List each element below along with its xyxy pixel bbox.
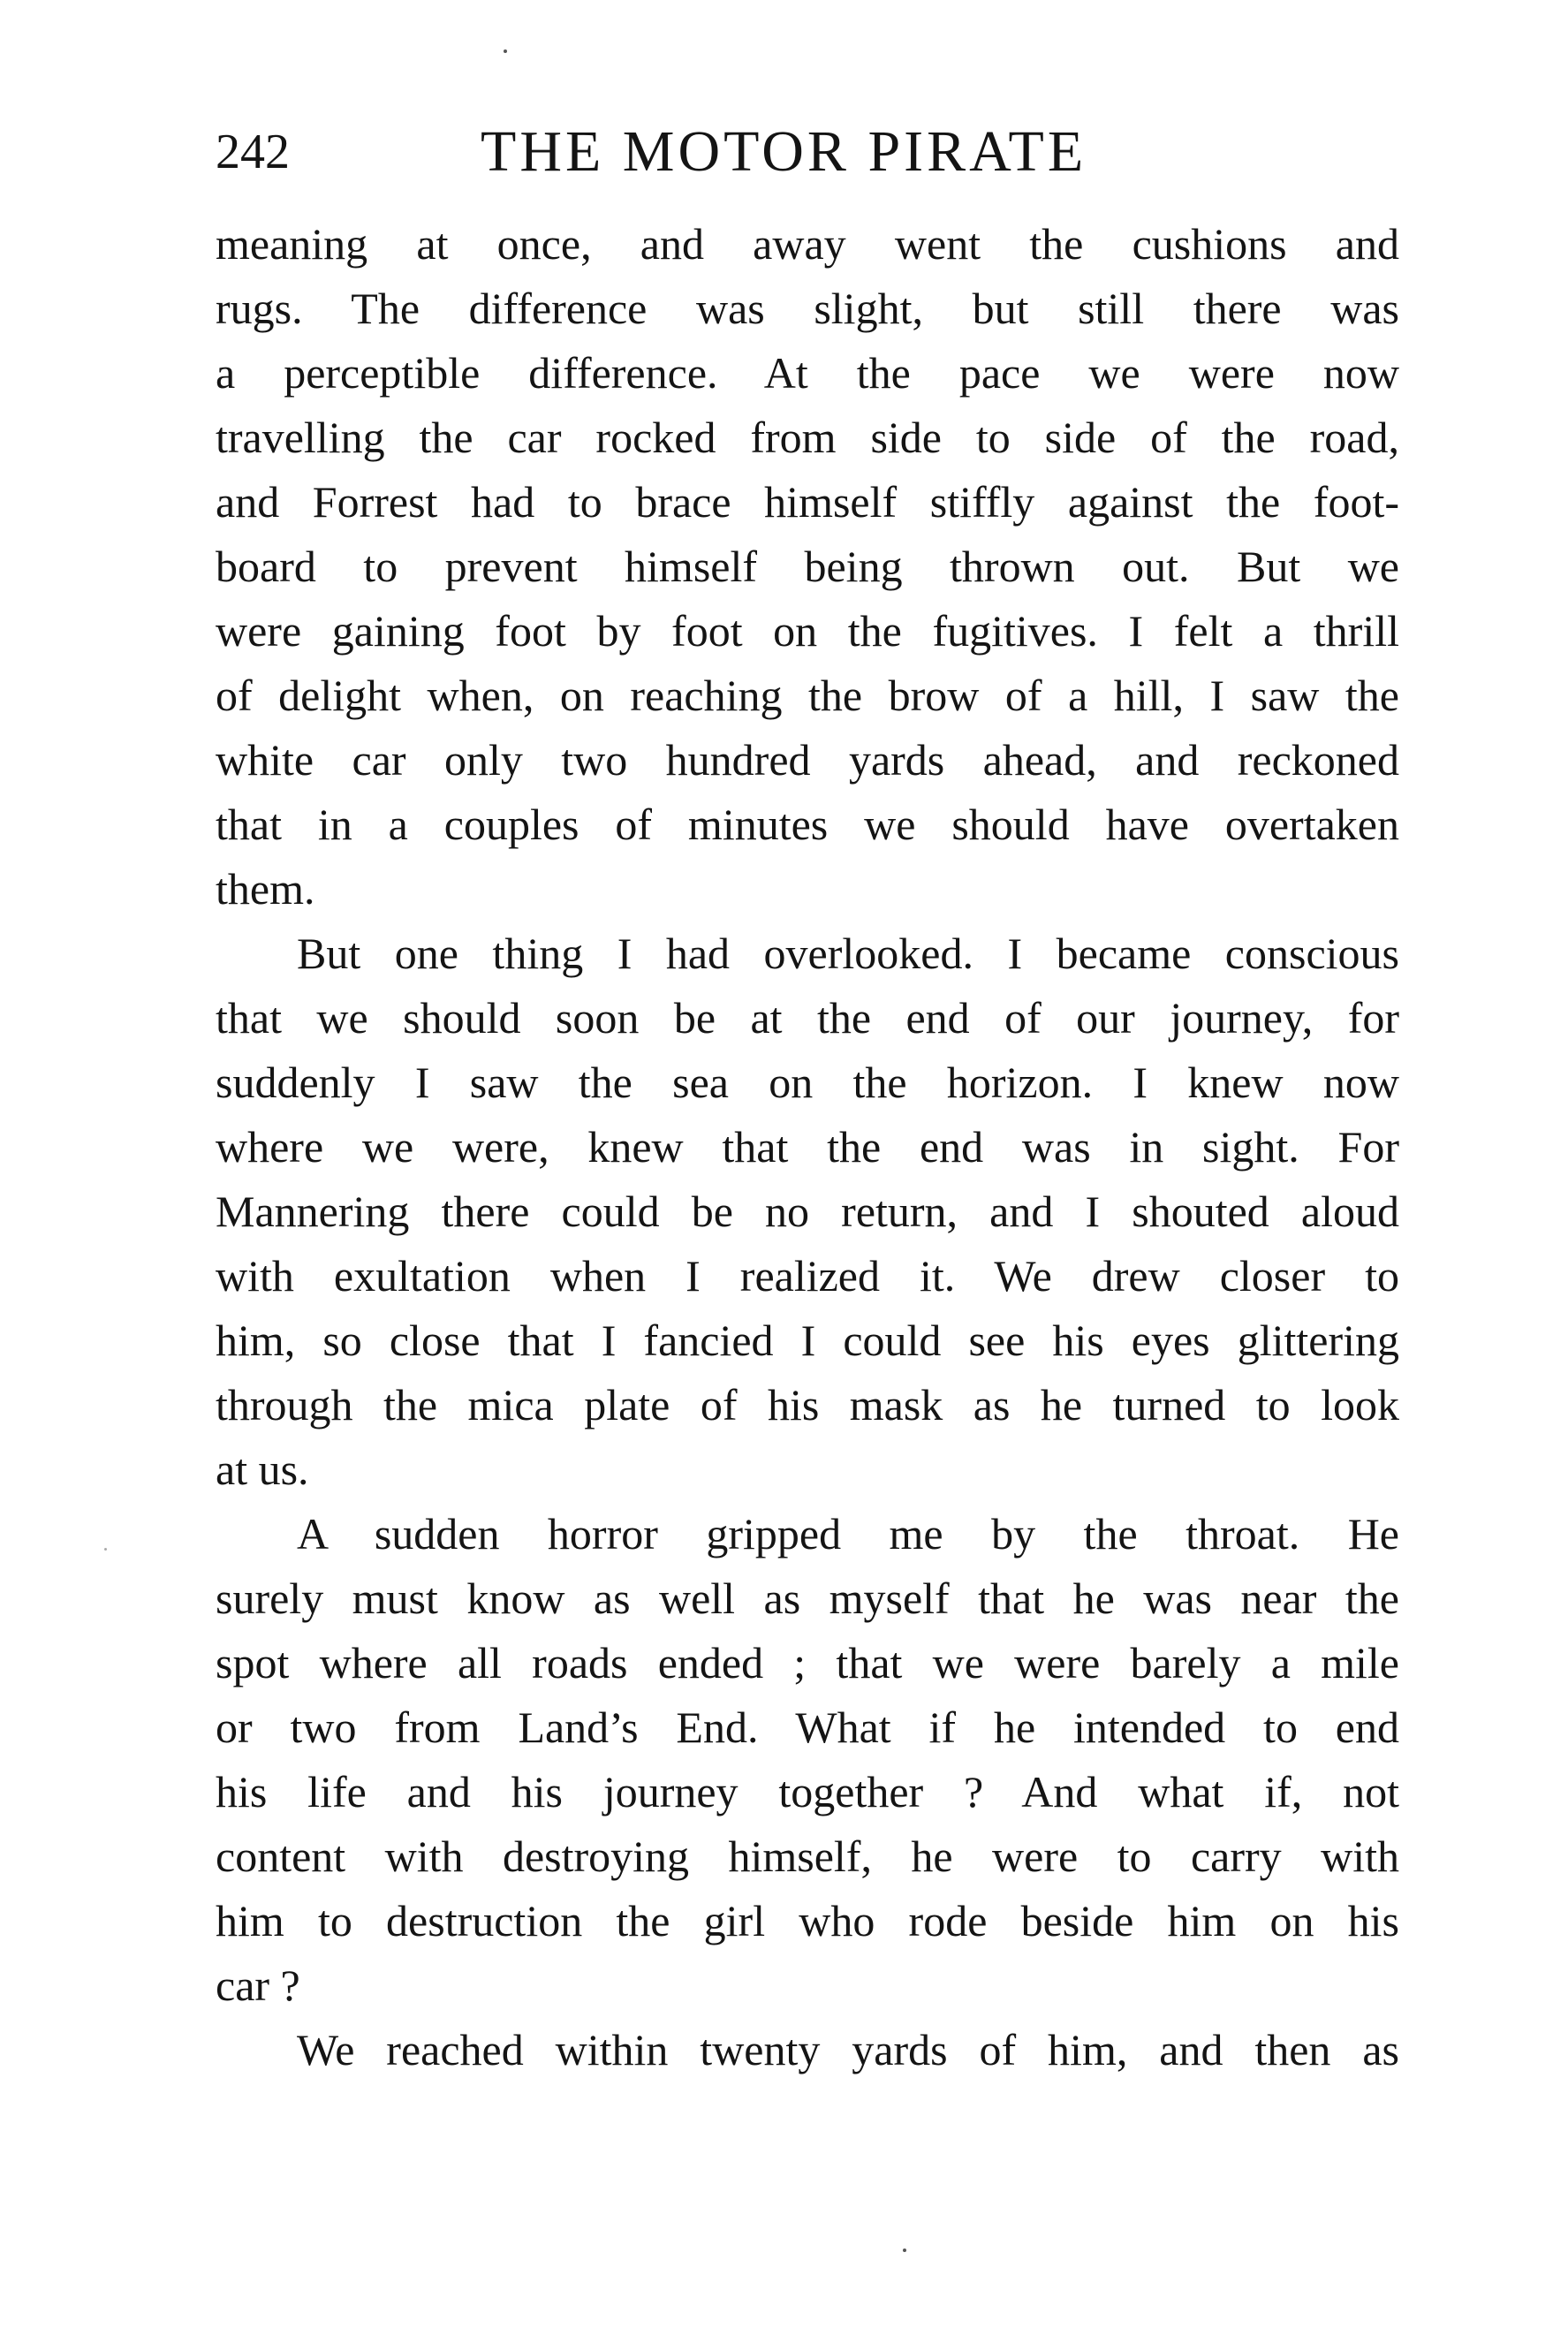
text-line: A sudden horror gripped me by the throat. He [297, 1509, 1399, 1558]
text-line: with exultation when I realized it. We drew closer to [216, 1251, 1399, 1301]
speck-mark [504, 49, 507, 53]
paragraph [216, 212, 1399, 921]
text-line: rugs. The difference was slight, but still there was [216, 284, 1399, 333]
text-line: But one thing I had overlooked. I became conscious [297, 929, 1399, 978]
text-line: were gaining foot by foot on the fugitives. I felt a thrill [216, 606, 1399, 656]
running-title: THE MOTOR PIRATE [481, 119, 1087, 184]
text-line: car ? [216, 1960, 300, 2010]
text-line: Mannering there could be no return, and I shouted aloud [216, 1187, 1399, 1236]
text-line: We reached within twenty yards of him, and then as [297, 2025, 1399, 2074]
paragraph [216, 2018, 1399, 2082]
text-line: him to destruction the girl who rode beside him on his [216, 1896, 1399, 1945]
text-line: or two from Land’s End. What if he intended to end [216, 1703, 1399, 1752]
speck-mark [903, 2249, 906, 2252]
text-line: his life and his journey together ? And what if, not [216, 1767, 1399, 1816]
text-line: them. [216, 864, 315, 914]
text-line: travelling the car rocked from side to side of the road, [216, 413, 1399, 462]
text-line: surely must know as well as myself that he was near the [216, 1574, 1399, 1623]
text-line: content with destroying himself, he were to carry with [216, 1832, 1399, 1881]
text-line: him, so close that I fancied I could see his eyes glittering [216, 1316, 1399, 1365]
speck-mark [104, 1548, 107, 1551]
body-text [216, 212, 1399, 2082]
paragraph [216, 1502, 1399, 2018]
text-line: that we should soon be at the end of our journey, for [216, 993, 1399, 1043]
text-line: and Forrest had to brace himself stiffly against the foot- [216, 477, 1399, 527]
page-header [216, 117, 1399, 187]
text-line: of delight when, on reaching the brow of a hill, I saw the [216, 671, 1399, 720]
text-line: board to prevent himself being thrown out. But we [216, 542, 1399, 591]
text-line: a perceptible difference. At the pace we were now [216, 348, 1399, 398]
paragraph [216, 921, 1399, 1502]
text-line: suddenly I saw the sea on the horizon. I knew now [216, 1058, 1399, 1107]
text-line: that in a couples of minutes we should have overtaken [216, 800, 1399, 849]
text-line: white car only two hundred yards ahead, and reckoned [216, 735, 1399, 785]
text-line: spot where all roads ended ; that we were barely a mile [216, 1638, 1399, 1687]
text-line: meaning at once, and away went the cushions and [216, 219, 1399, 269]
text-line: through the mica plate of his mask as he turned to look [216, 1380, 1399, 1430]
text-line: where we were, knew that the end was in sight. For [216, 1122, 1399, 1172]
page-number: 242 [216, 125, 290, 179]
text-line: at us. [216, 1445, 309, 1494]
